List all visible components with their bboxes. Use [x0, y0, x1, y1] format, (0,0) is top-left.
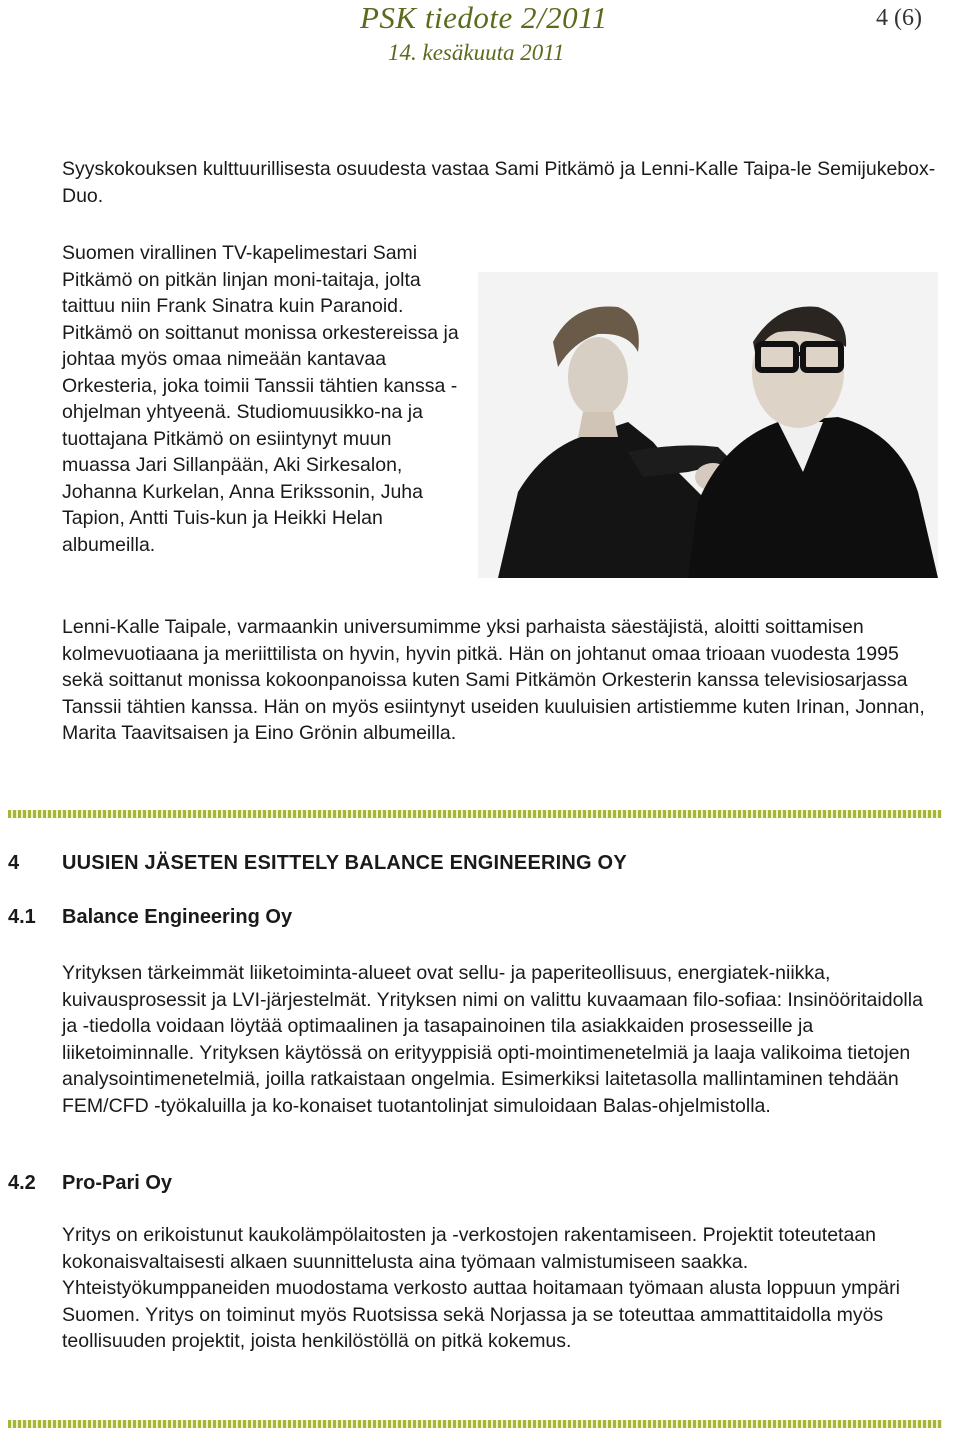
intro-paragraph: Syyskokouksen kulttuurillisesta osuudesta vastaa Sami Pitkämö ja Lenni-Kalle Taipa-le Semijukebox-Duo.: [62, 158, 936, 207]
duo-photo: [478, 272, 938, 578]
section-4-heading: UUSIEN JÄSETEN ESITTELY BALANCE ENGINEERING OY: [62, 852, 627, 874]
header-page-number: 4 (6): [876, 5, 922, 31]
section-4-2-heading: Pro-Pari Oy: [62, 1172, 173, 1194]
person-left-face: [568, 337, 628, 417]
section-divider-bottom: [8, 1420, 942, 1428]
person-left-neck: [578, 412, 618, 437]
section-4-2-body: Yritys on erikoistunut kaukolämpölaitosten ja -verkostojen rakentamiseen. Projektit toteutetaan kokonaisvaltaisesti alkaen suunnittelusta aina työmaan valmistumiseen saakka. Yhteistyökumppaneiden muodostama verkosto auttaa hoitamaan työmaan alusta loppuun ympäri Suomen. Yritys on toiminut myös Ruotsissa sekä Norjassa ja se toteuttaa ammattitaidolla myös teollisuuden projektit, joista henkilöstöllä on pitkä kokemus.: [62, 1224, 900, 1352]
section-divider-top: [8, 810, 942, 818]
taipale-paragraph: Lenni-Kalle Taipale, varmaankin universumimme yksi parhaista säestäjistä, aloitti soittamisen kolmevuotiaana ja meriittilista on hyvin, hyvin pitkä. Hän on johtanut omaa trioaan vuodesta 1995 sekä soittanut monissa kokoonpanoissa kuten Sami Pitkämön Orkesterin kanssa televisiosarjassa Tanssii tähtien kanssa. Hän on myös esiintynyt useiden kuuluisien artistiemme kuten Irinan, Jonnan, Marita Taavitsaisen ja Eino Grönin albumeilla.: [62, 616, 925, 744]
header-title: PSK tiedote 2/2011: [360, 0, 608, 35]
section-4-number: 4: [8, 852, 20, 874]
section-4-1-body: Yrityksen tärkeimmät liiketoiminta-alueet ovat sellu- ja paperiteollisuus, energiatek-niikka, kuivausprosessit ja LVI-järjestelmät. Yrityksen nimi on valittu kuvaamaan filo-sofiaa: Insinööritaidolla ja -tiedolla voidaan löytää optimaalinen ja tasapainoinen tila asiakkaiden prosesseille ja liiketoiminnalle. Yrityksen käytössä on erityyppisiä opti-mointimenetelmiä ja laaja valikoima tietojen analysointimenetelmiä, joilla ratkaistaan ongelmia. Esimerkiksi laitetasolla mallintaminen tehdään FEM/CFD -työkaluilla ja ko-konaiset tuotantolinjat simuloidaan Balas-ohjelmistolla.: [62, 962, 923, 1117]
header-date: 14. kesäkuuta 2011: [388, 40, 565, 65]
pitkamo-paragraph: Suomen virallinen TV-kapelimestari Sami Pitkämö on pitkän linjan moni-taitaja, jolta taittuu niin Frank Sinatra kuin Paranoid. Pitkämö on soittanut monissa orkestereissa ja johtaa myös omaa nimeään kantavaa Orkesteria, joka toimii Tanssii tähtien kanssa -ohjelman yhtyeenä. Studiomuusikko-na ja tuottajana Pitkämö on esiintynyt muun muassa Jari Sillanpään, Aki Sirkesalon, Johanna Kurkelan, Anna Erikssonin, Juha Tapion, Antti Tuis-kun ja Heikki Helan albumeilla.: [62, 242, 459, 556]
section-4-1-number: 4.1: [8, 906, 36, 928]
section-4-1-heading: Balance Engineering Oy: [62, 906, 293, 928]
section-4-2-number: 4.2: [8, 1172, 36, 1194]
